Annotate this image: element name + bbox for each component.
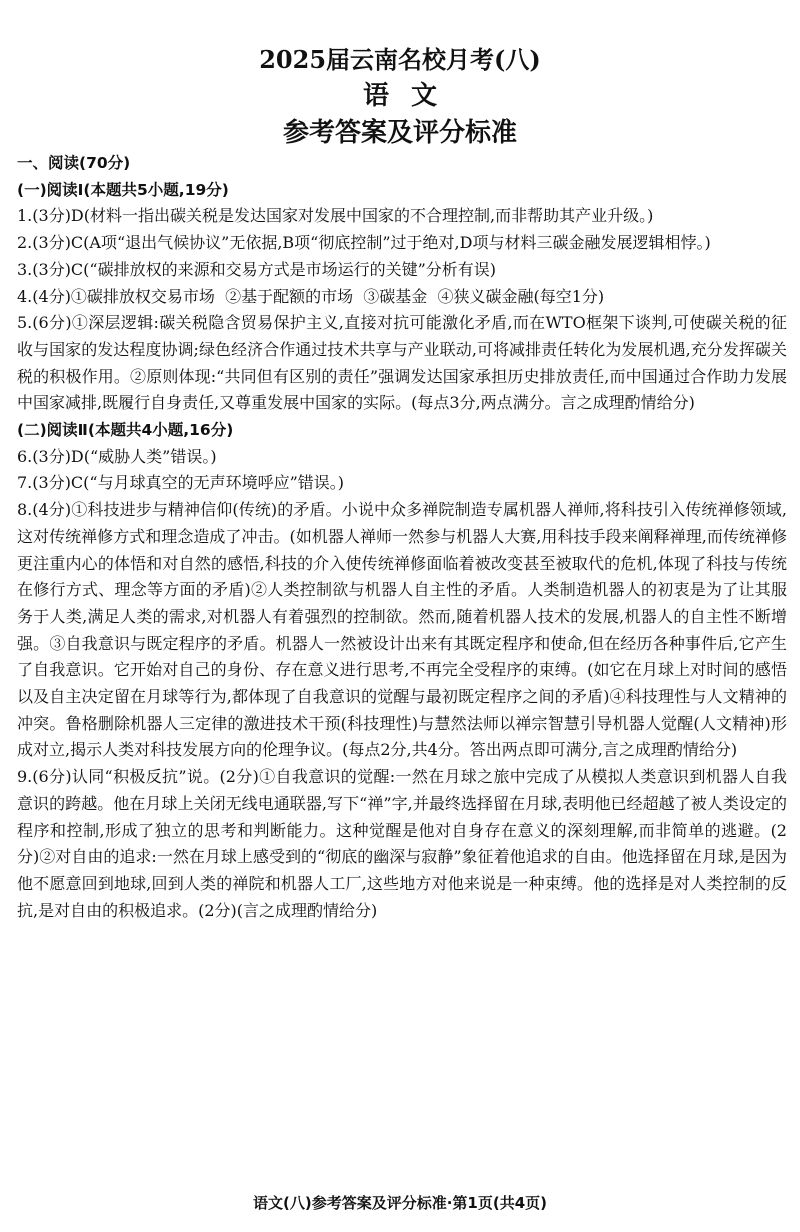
answer-content (17, 150, 787, 924)
title-block (0, 44, 800, 152)
answer-item-8: 8.(4分)①科技进步与精神信仰(传统)的矛盾。小说中众多禅院制造专属机器人禅师,将科技引入传统禅修领域,这对传统禅修方式和理念造成了冲击。(如机器人禅师一然参与机器人大赛,用科技手段来阐释禅理,而传统禅修更注重内心的体悟和对自然的感悟,科技的介入使传统禅修面临着被改变甚至被取代的危机,体现了科技与传统在修行方式、理念等方面的矛盾)②人类控制欲与机器人自主性的矛盾。人类制造机器人的初衷是为了让其服务于人类,满足人类的需求,对机器人有着强烈的控制欲。然而,随着机器人技术的发展,机器人的自主性不断增强。③自我意识与既定程序的矛盾。机器人一然被设计出来有其既定程序和使命,但在经历各种事件后,它产生了自我意识。它开始对自己的身份、存在意义进行思考,不再完全受程序的束缚。(如它在月球上对时间的感悟以及自主决定留在月球等行为,都体现了自我意识的觉醒与最初既定程序之间的矛盾)④科技理性与人文精神的冲突。鲁格删除机器人三定律的激进技术干预(科技理性)与慧然法师以禅宗智慧引导机器人觉醒(人文精神)形成对立,揭示人类对科技发展方向的伦理争议。(每点2分,共4分。答出两点即可满分,言之成理酌情给分) (17, 500, 787, 760)
page-footer: 语文(八)参考答案及评分标准·第1页(共4页) (253, 1194, 547, 1212)
answer-item-2: 2.(3分)C(A项“退出气候协议”无依据,B项“彻底控制”过于绝对,D项与材料三碳金融发展逻辑相悖。) (17, 233, 711, 253)
answer-item-3: 3.(3分)C(“碳排放权的来源和交易方式是市场运行的关键”分析有误) (17, 259, 497, 279)
exam-title: 2025届云南名校月考(八) (259, 45, 541, 74)
document-subtitle: 参考答案及评分标准 (282, 118, 517, 148)
section-heading-reading: 一、阅读(70分) (17, 154, 131, 172)
answer-item-7: 7.(3分)C(“与月球真空的无声环境呼应”错误。) (17, 473, 345, 493)
subject-title: 语文 (362, 81, 459, 111)
answer-item-6: 6.(3分)D(“威胁人类”错误。) (17, 446, 217, 466)
answer-item-9: 9.(6分)认同“积极反抗”说。(2分)①自我意识的觉醒:一然在月球之旅中完成了从模拟人类意识到机器人自我意识的跨越。他在月球上关闭无线电通联器,写下“禅”字,并最终选择留在月球,表明他已经超越了被人类设定的程序和控制,形成了独立的思考和判断能力。这种觉醒是他对自身存在意义的深刻理解,而非简单的逃避。(2分)②对自由的追求:一然在月球上感受到的“彻底的幽深与寂静”象征着他追求的自由。他选择留在月球,是因为他不愿意回到地球,回到人类的禅院和机器人工厂,这些地方对他来说是一种束缚。他的选择是对人类控制的反抗,是对自由的积极追求。(2分)(言之成理酌情给分) (17, 767, 787, 920)
answer-item-4: 4.(4分)①碳排放权交易市场 ②基于配额的市场 ③碳基金 ④狭义碳金融(每空1分) (17, 286, 605, 306)
answer-item-1: 1.(3分)D(材料一指出碳关税是发达国家对发展中国家的不合理控制,而非帮助其产业升级。) (17, 206, 654, 226)
section-heading-reading-2: (二)阅读Ⅱ(本题共4小题,16分) (17, 421, 234, 440)
answer-item-5: 5.(6分)①深层逻辑:碳关税隐含贸易保护主义,直接对抗可能激化矛盾,而在WTO框架下谈判,可使碳关税的征收与国家的发达程度协调;绿色经济合作通过技术共享与产业联动,可将减排责任转化为发展机遇,充分发挥碳关税的积极作用。②原则体现:“共同但有区别的责任”强调发达国家承担历史排放责任,而中国通过合作助力发展中国家减排,既履行自身责任,又尊重发展中国家的实际。(每点3分,两点满分。言之成理酌情给分) (17, 313, 787, 413)
section-heading-reading-1: (一)阅读Ⅰ(本题共5小题,19分) (17, 180, 229, 199)
